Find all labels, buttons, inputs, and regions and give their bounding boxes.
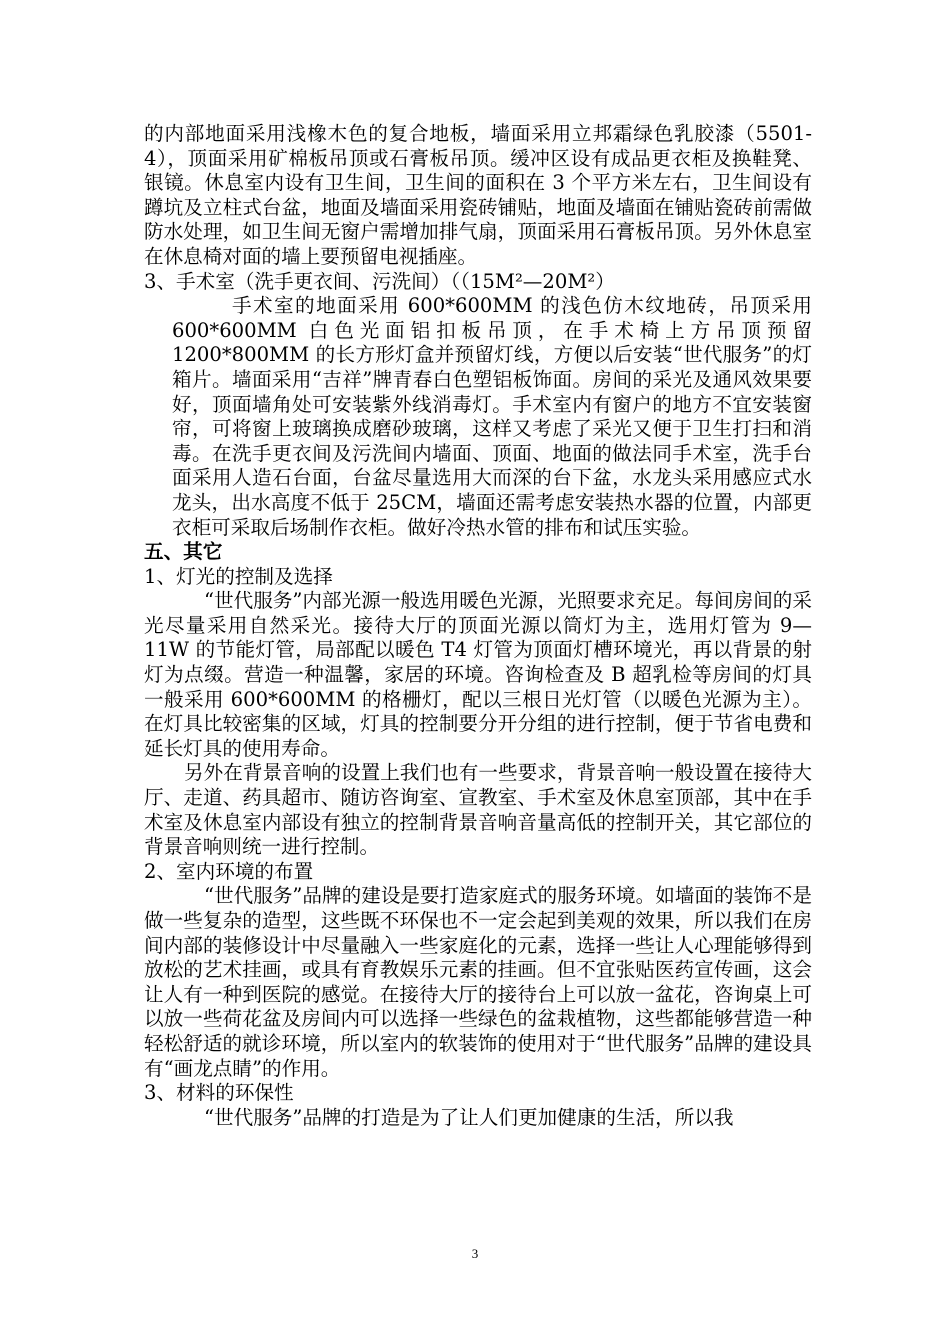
section-heading-other: 五、其它	[144, 540, 223, 564]
subheading-material-environmental: 3、材料的环保性	[144, 1081, 294, 1105]
paragraph-lighting: “世代服务”内部光源一般选用暖色光源，光照要求充足。每间房间的采光尽量采用自然采光。接待大厅的顶面光源以筒灯为主，选用灯管为 9—11W 的节能灯管，局部配以暖色 T4 灯管为顶面灯槽环境光，再以背景的射灯为点缀。营造一种温馨，家居的环境。咨询检查及 B 超乳检等房间的灯具一般采用 600*600MM 的格栅灯，配以三根日光灯管（以暖色光源为主）。在灯具比较密集的区域，灯具的控制要分开分组的进行控制，便于节省电费和延长灯具的使用寿命。	[144, 589, 812, 760]
subheading-lighting: 1、灯光的控制及选择	[144, 564, 333, 588]
subheading-interior-environment: 2、室内环境的布置	[144, 859, 314, 883]
heading-operating-room: 3、手术室（洗手更衣间、污洗间）（（15M²—20M²）	[144, 269, 615, 293]
paragraph-background-audio: 另外在背景音响的设置上我们也有一些要求，背景音响一般设置在接待大厅、走道、药具超市、随访咨询室、宣教室、手术室及休息室顶部，其中在手术室及休息室内部设有独立的控制背景音响音量高低的控制开关，其它部位的背景音响则统一进行控制。	[144, 761, 812, 859]
paragraph-operating-room: 手术室的地面采用 600*600MM 的浅色仿木纹地砖，吊顶采用 600*600MM 白色光面铝扣板吊顶，在手术椅上方吊顶预留 1200*800MM 的长方形灯盒并预留灯线，方便以后安装“世代服务”的灯箱片。墙面采用“吉祥”牌青春白色塑铝板饰面。房间的采光及通风效果要好，顶面墙角处可安装紫外线消毒灯。手术室内有窗户的地方不宜安装窗帘，可将窗上玻璃换成磨砂玻璃，这样又考虑了采光又便于卫生打扫和消毒。在洗手更衣间及污洗间内墙面、顶面、地面的做法同手术室，洗手台面采用人造石台面，台盆尽量选用大而深的台下盆，水龙头采用感应式水龙头，出水高度不低于 25CM，墙面还需考虑安装热水器的位置，内部更衣柜可采取后场制作衣柜。做好冷热水管的排布和试压实验。	[172, 294, 812, 539]
paragraph-material-environmental: “世代服务”品牌的打造是为了让人们更加健康的生活，所以我	[204, 1105, 734, 1129]
document-body	[144, 122, 812, 1130]
paragraph-interior-environment: “世代服务”品牌的建设是要打造家庭式的服务环境。如墙面的装饰不是做一些复杂的造型，这些既不环保也不一定会起到美观的效果，所以我们在房间内部的装修设计中尽量融入一些家庭化的元素，选择一些让人心理能够得到放松的艺术挂画，或具有育教娱乐元素的挂画。但不宜张贴医药宣传画，这会让人有一种到医院的感觉。在接待大厅的接待台上可以放一盆花，咨询桌上可以放一些荷花盆及房间内可以选择一些绿色的盆栽植物，这些都能够营造一种轻松舒适的就诊环境，所以室内的软装饰的使用对于“世代服务”品牌的建设具有“画龙点睛”的作用。	[144, 884, 812, 1080]
paragraph-rest-room: 的内部地面采用浅橡木色的复合地板，墙面采用立邦霜绿色乳胶漆（5501-4），顶面采用矿棉板吊顶或石膏板吊顶。缓冲区设有成品更衣柜及换鞋凳、银镜。休息室内设有卫生间，卫生间的面积在 3 个平方米左右，卫生间设有蹲坑及立柱式台盆，地面及墙面采用瓷砖铺贴，地面及墙面在铺贴瓷砖前需做防水处理，如卫生间无窗户需增加排气扇，顶面采用石膏板吊顶。另外休息室在休息椅对面的墙上要预留电视插座。	[144, 122, 812, 268]
page-number: 3	[471, 1246, 479, 1261]
